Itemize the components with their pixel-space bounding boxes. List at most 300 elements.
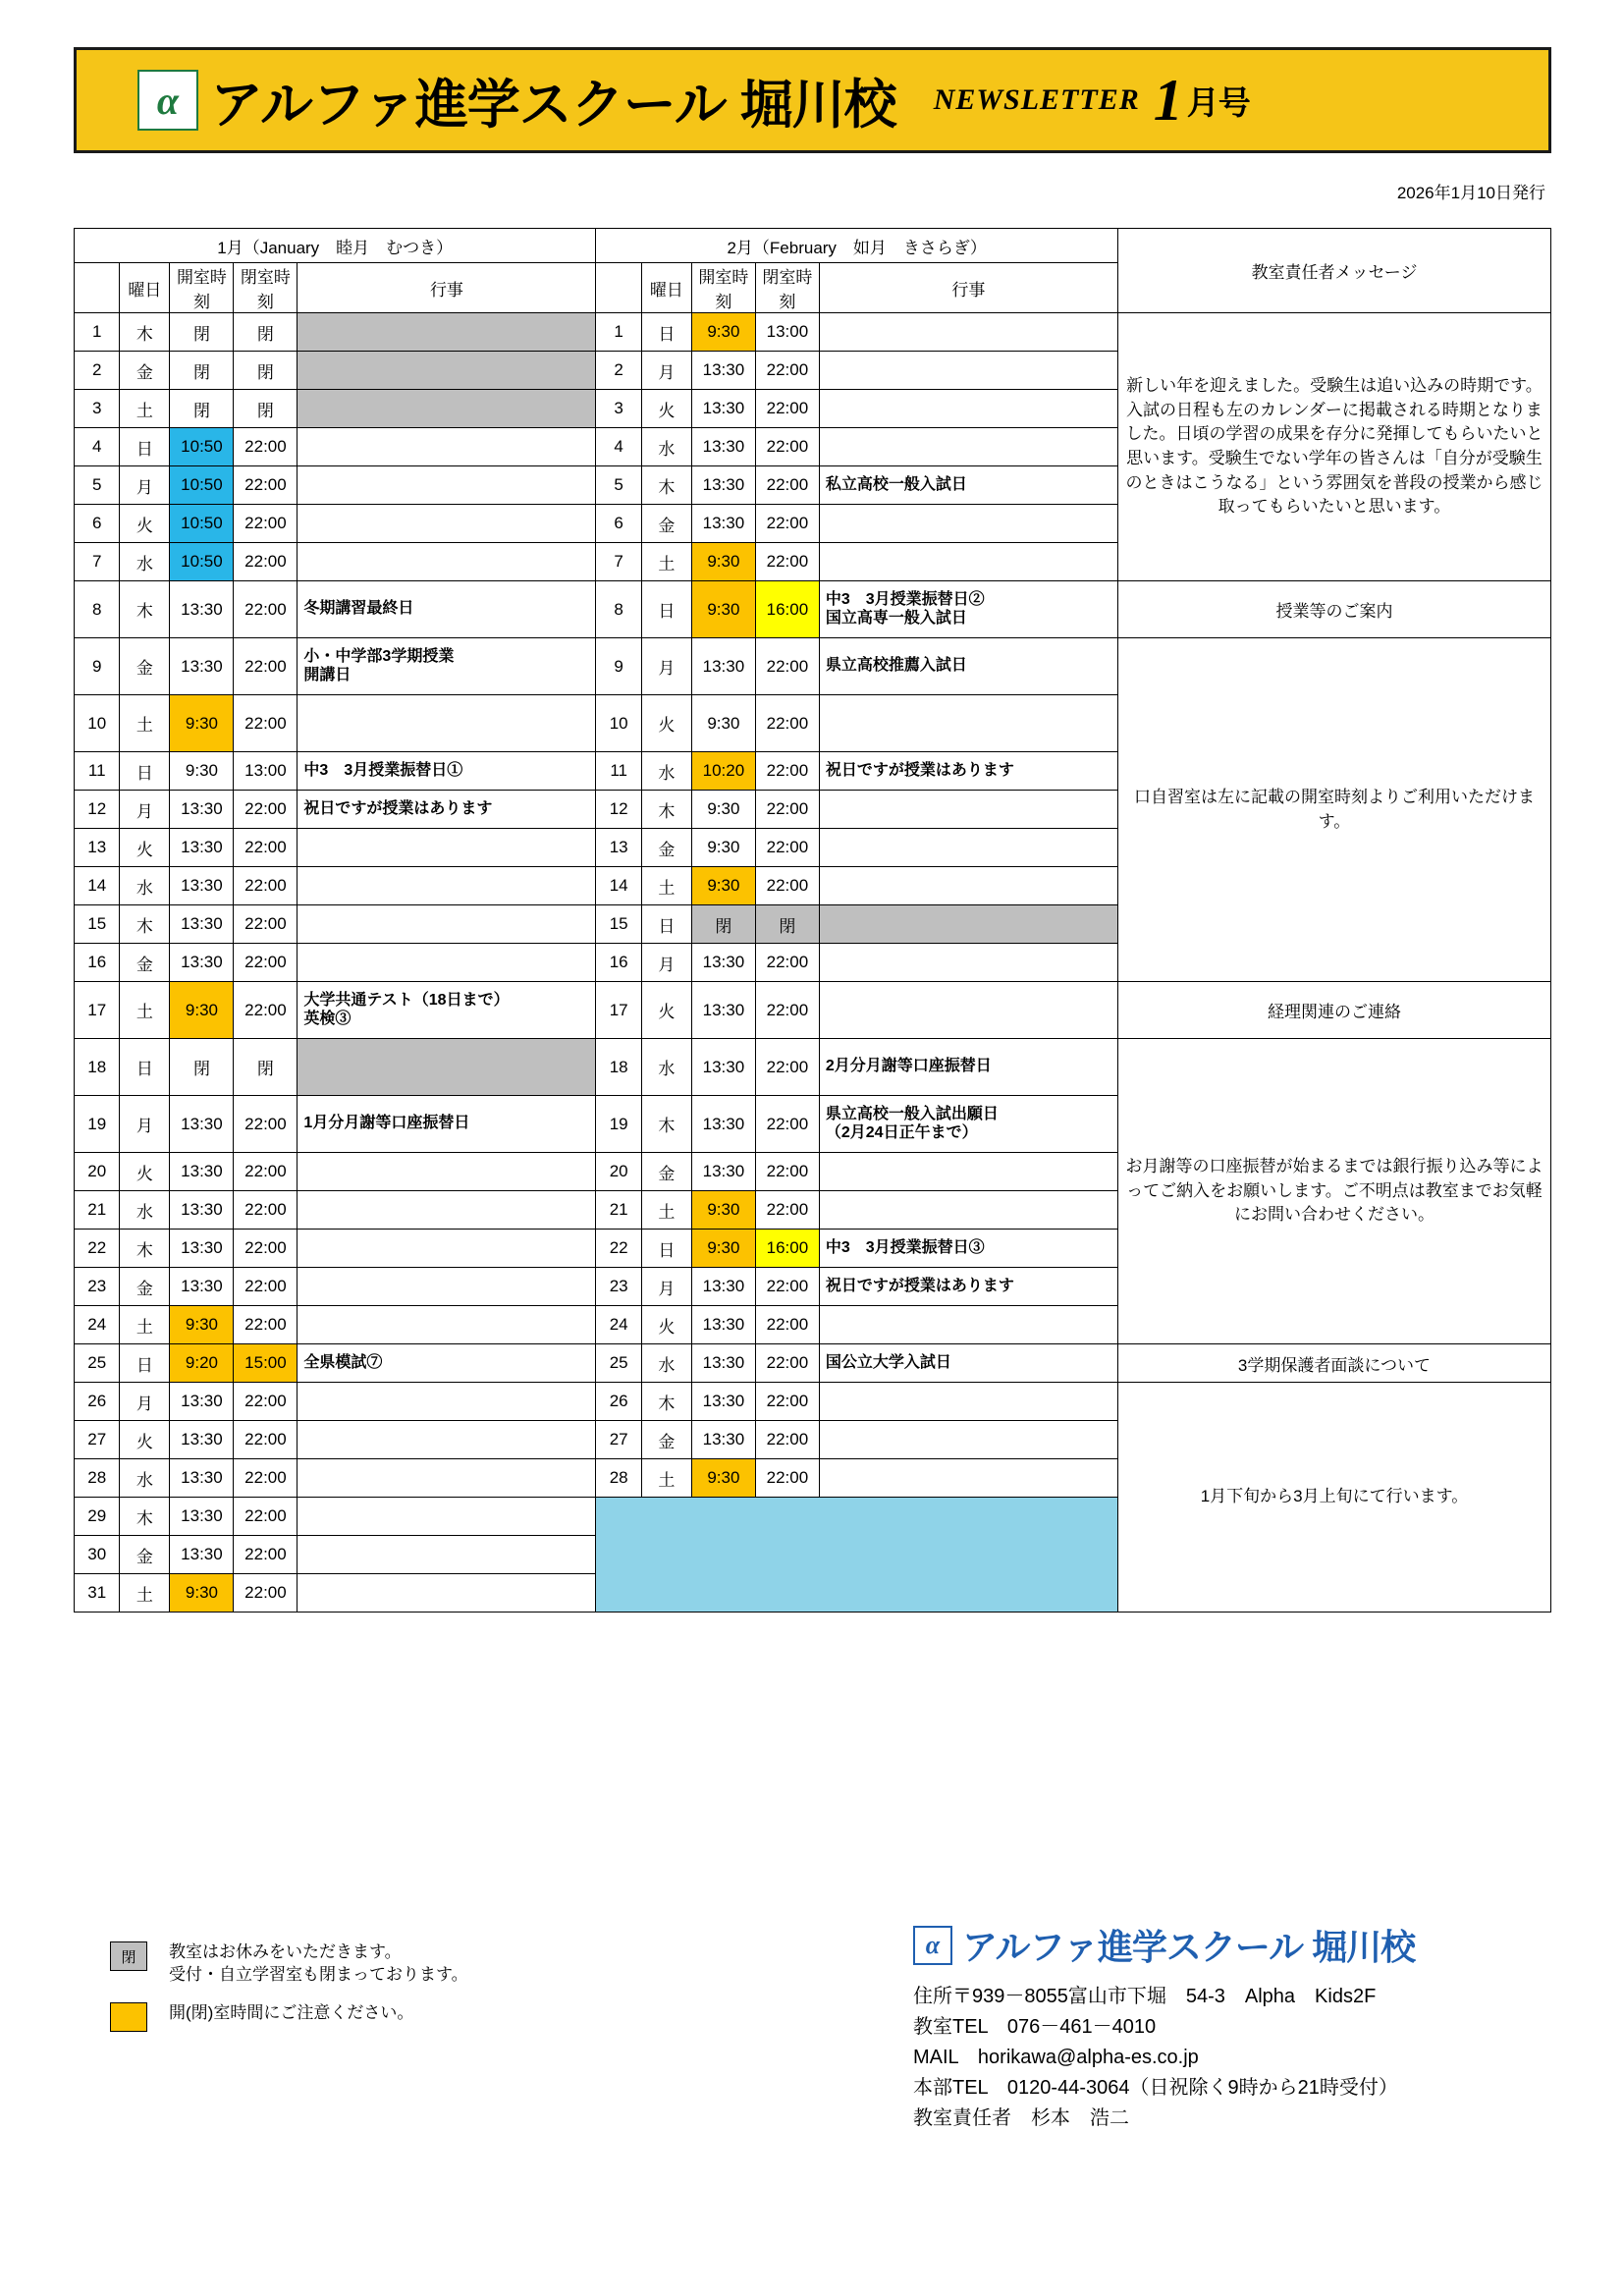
jan-close-time: 22:00 bbox=[234, 791, 298, 829]
footer-tel: 教室TEL 076－461－4010 bbox=[913, 2016, 1157, 2038]
jan-day-of-week: 土 bbox=[120, 982, 170, 1039]
feb-open-time: 13:30 bbox=[691, 352, 755, 390]
feb-open-time: 13:30 bbox=[691, 466, 755, 505]
jan-event: 冬期講習最終日 bbox=[298, 581, 596, 638]
feb-open-time: 9:30 bbox=[691, 1191, 755, 1230]
feb-event bbox=[819, 867, 1117, 905]
feb-open-time: 13:30 bbox=[691, 638, 755, 695]
feb-close-time: 22:00 bbox=[755, 352, 819, 390]
jan-event bbox=[298, 505, 596, 543]
feb-close-time: 22:00 bbox=[755, 466, 819, 505]
col-head-open-1: 開室時刻 bbox=[170, 263, 234, 313]
jan-open-time: 13:30 bbox=[170, 829, 234, 867]
feb-open-time: 9:30 bbox=[691, 695, 755, 752]
feb-day-number: 25 bbox=[596, 1344, 641, 1383]
feb-day-number: 15 bbox=[596, 905, 641, 944]
feb-day-of-week: 火 bbox=[641, 695, 691, 752]
jan-close-time: 22:00 bbox=[234, 1459, 298, 1498]
jan-day-number: 17 bbox=[75, 982, 120, 1039]
jan-day-number: 8 bbox=[75, 581, 120, 638]
feb-close-time: 22:00 bbox=[755, 1421, 819, 1459]
feb-day-number: 28 bbox=[596, 1459, 641, 1498]
feb-event bbox=[819, 543, 1117, 581]
footer-school-name: アルファ進学スクール 堀川校 bbox=[962, 1927, 1416, 1967]
feb-open-time: 9:30 bbox=[691, 829, 755, 867]
feb-day-of-week: 水 bbox=[641, 752, 691, 791]
jan-open-time: 閉 bbox=[170, 1039, 234, 1096]
jan-event bbox=[298, 1191, 596, 1230]
jan-open-time: 9:30 bbox=[170, 1306, 234, 1344]
jan-day-number: 1 bbox=[75, 313, 120, 352]
jan-day-number: 15 bbox=[75, 905, 120, 944]
jan-event bbox=[298, 944, 596, 982]
month2-title: 2月（February 如月 きさらぎ） bbox=[596, 229, 1117, 263]
col-head-close-2: 閉室時刻 bbox=[755, 263, 819, 313]
feb-day-number: 8 bbox=[596, 581, 641, 638]
feb-close-time: 22:00 bbox=[755, 428, 819, 466]
jan-close-time: 22:00 bbox=[234, 466, 298, 505]
jan-event bbox=[298, 829, 596, 867]
jan-open-time: 10:50 bbox=[170, 505, 234, 543]
lesson-info-body: 口自習室は左に記載の開室時刻よりご利用いただけます。 bbox=[1117, 638, 1550, 982]
jan-day-number: 2 bbox=[75, 352, 120, 390]
jan-day-number: 13 bbox=[75, 829, 120, 867]
feb-event bbox=[819, 1459, 1117, 1498]
jan-event bbox=[298, 352, 596, 390]
feb-open-time: 13:30 bbox=[691, 1383, 755, 1421]
jan-day-of-week: 月 bbox=[120, 466, 170, 505]
issue-number: 1 bbox=[1153, 67, 1183, 133]
jan-event: 1月分月謝等口座振替日 bbox=[298, 1096, 596, 1153]
col-head-dow-1: 曜日 bbox=[120, 263, 170, 313]
jan-day-of-week: 金 bbox=[120, 1268, 170, 1306]
jan-event bbox=[298, 543, 596, 581]
feb-day-of-week: 金 bbox=[641, 505, 691, 543]
feb-event bbox=[819, 1383, 1117, 1421]
jan-event bbox=[298, 1459, 596, 1498]
jan-close-time: 15:00 bbox=[234, 1344, 298, 1383]
jan-event bbox=[298, 1268, 596, 1306]
jan-event: 全県模試⑦ bbox=[298, 1344, 596, 1383]
feb-event: 2月分月謝等口座振替日 bbox=[819, 1039, 1117, 1096]
jan-day-of-week: 木 bbox=[120, 1498, 170, 1536]
jan-close-time: 22:00 bbox=[234, 1268, 298, 1306]
jan-close-time: 22:00 bbox=[234, 1096, 298, 1153]
feb-day-of-week: 日 bbox=[641, 1230, 691, 1268]
jan-event bbox=[298, 1536, 596, 1574]
feb-day-number: 1 bbox=[596, 313, 641, 352]
jan-event bbox=[298, 390, 596, 428]
jan-close-time: 22:00 bbox=[234, 944, 298, 982]
feb-close-time: 13:00 bbox=[755, 313, 819, 352]
jan-day-of-week: 土 bbox=[120, 1306, 170, 1344]
newsletter-label: NEWSLETTER bbox=[933, 83, 1140, 116]
feb-day-number: 21 bbox=[596, 1191, 641, 1230]
feb-event: 中3 3月授業振替日② 国立高専一般入試日 bbox=[819, 581, 1117, 638]
feb-day-number: 5 bbox=[596, 466, 641, 505]
feb-day-number: 7 bbox=[596, 543, 641, 581]
legend bbox=[110, 1941, 660, 2048]
jan-event bbox=[298, 1383, 596, 1421]
manager-message-title: 教室責任者メッセージ bbox=[1117, 229, 1550, 313]
feb-open-time: 9:30 bbox=[691, 313, 755, 352]
jan-open-time: 13:30 bbox=[170, 867, 234, 905]
manager-message-body: 新しい年を迎えました。受験生は追い込みの時期です。入試の日程も左のカレンダーに掲載される時期となりました。日頃の学習の成果を存分に発揮してもらいたいと思います。受験生でない学年の皆さんは「自分が受験生のときはこうなる」という雰囲気を普段の授業から感じ取ってもらいたいと思います。 bbox=[1117, 313, 1550, 581]
feb-empty-block bbox=[596, 1498, 1117, 1613]
feb-close-time: 22:00 bbox=[755, 1344, 819, 1383]
jan-close-time: 閉 bbox=[234, 352, 298, 390]
feb-open-time: 13:30 bbox=[691, 944, 755, 982]
jan-day-number: 25 bbox=[75, 1344, 120, 1383]
feb-open-time: 9:30 bbox=[691, 791, 755, 829]
feb-day-of-week: 土 bbox=[641, 1459, 691, 1498]
jan-day-of-week: 火 bbox=[120, 1153, 170, 1191]
feb-open-time: 13:30 bbox=[691, 1306, 755, 1344]
feb-event bbox=[819, 695, 1117, 752]
col-head-open-2: 開室時刻 bbox=[691, 263, 755, 313]
jan-close-time: 22:00 bbox=[234, 428, 298, 466]
legend-special-icon bbox=[110, 2002, 147, 2032]
feb-day-number: 11 bbox=[596, 752, 641, 791]
feb-day-of-week: 火 bbox=[641, 982, 691, 1039]
feb-event bbox=[819, 313, 1117, 352]
feb-day-of-week: 土 bbox=[641, 1191, 691, 1230]
jan-open-time: 13:30 bbox=[170, 1498, 234, 1536]
month1-title: 1月（January 睦月 むつき） bbox=[75, 229, 596, 263]
jan-event: 大学共通テスト（18日まで） 英検③ bbox=[298, 982, 596, 1039]
jan-open-time: 13:30 bbox=[170, 638, 234, 695]
legend-closed-text: 教室はお休みをいただきます。 受付・自立学習室も閉まっております。 bbox=[169, 1942, 468, 1984]
feb-event: 中3 3月授業振替日③ bbox=[819, 1230, 1117, 1268]
jan-close-time: 13:00 bbox=[234, 752, 298, 791]
feb-day-number: 22 bbox=[596, 1230, 641, 1268]
jan-day-of-week: 水 bbox=[120, 867, 170, 905]
jan-open-time: 10:50 bbox=[170, 543, 234, 581]
feb-close-time: 22:00 bbox=[755, 982, 819, 1039]
feb-day-number: 14 bbox=[596, 867, 641, 905]
feb-close-time: 22:00 bbox=[755, 543, 819, 581]
feb-close-time: 22:00 bbox=[755, 695, 819, 752]
feb-day-of-week: 日 bbox=[641, 581, 691, 638]
lesson-info-title: 授業等のご案内 bbox=[1117, 581, 1550, 638]
jan-open-time: 10:50 bbox=[170, 428, 234, 466]
jan-event bbox=[298, 905, 596, 944]
feb-event: 県立高校一般入試出願日 （2月24日正午まで） bbox=[819, 1096, 1117, 1153]
jan-close-time: 22:00 bbox=[234, 1191, 298, 1230]
jan-day-of-week: 木 bbox=[120, 581, 170, 638]
feb-event bbox=[819, 352, 1117, 390]
jan-day-of-week: 水 bbox=[120, 1191, 170, 1230]
jan-open-time: 9:30 bbox=[170, 1574, 234, 1613]
feb-open-time: 10:20 bbox=[691, 752, 755, 791]
feb-day-of-week: 土 bbox=[641, 543, 691, 581]
feb-close-time: 22:00 bbox=[755, 390, 819, 428]
jan-close-time: 閉 bbox=[234, 390, 298, 428]
footer-head-tel: 本部TEL 0120-44-3064（日祝除く9時から21時受付） bbox=[913, 2077, 1398, 2099]
feb-day-number: 24 bbox=[596, 1306, 641, 1344]
jan-day-of-week: 日 bbox=[120, 1039, 170, 1096]
feb-open-time: 13:30 bbox=[691, 390, 755, 428]
jan-day-of-week: 日 bbox=[120, 428, 170, 466]
feb-event bbox=[819, 791, 1117, 829]
feb-event bbox=[819, 1421, 1117, 1459]
jan-open-time: 閉 bbox=[170, 313, 234, 352]
feb-day-number: 16 bbox=[596, 944, 641, 982]
feb-close-time: 22:00 bbox=[755, 638, 819, 695]
alpha-logo-icon: α bbox=[137, 70, 198, 131]
publish-date: 2026年1月10日発行 bbox=[1396, 184, 1545, 202]
jan-day-of-week: 火 bbox=[120, 505, 170, 543]
feb-day-of-week: 水 bbox=[641, 428, 691, 466]
jan-day-number: 22 bbox=[75, 1230, 120, 1268]
jan-close-time: 22:00 bbox=[234, 1153, 298, 1191]
feb-day-of-week: 火 bbox=[641, 390, 691, 428]
feb-open-time: 閉 bbox=[691, 905, 755, 944]
feb-event bbox=[819, 944, 1117, 982]
jan-day-of-week: 金 bbox=[120, 638, 170, 695]
feb-open-time: 9:30 bbox=[691, 1459, 755, 1498]
jan-close-time: 閉 bbox=[234, 1039, 298, 1096]
feb-open-time: 9:30 bbox=[691, 867, 755, 905]
feb-event bbox=[819, 982, 1117, 1039]
legend-special-text: 開(閉)室時間にご注意ください。 bbox=[169, 2002, 414, 2022]
feb-day-of-week: 水 bbox=[641, 1344, 691, 1383]
jan-day-of-week: 土 bbox=[120, 1574, 170, 1613]
jan-event bbox=[298, 1306, 596, 1344]
feb-open-time: 13:30 bbox=[691, 505, 755, 543]
feb-day-of-week: 木 bbox=[641, 791, 691, 829]
feb-open-time: 9:30 bbox=[691, 1230, 755, 1268]
jan-open-time: 9:30 bbox=[170, 982, 234, 1039]
feb-close-time: 22:00 bbox=[755, 1383, 819, 1421]
feb-day-number: 2 bbox=[596, 352, 641, 390]
feb-day-of-week: 日 bbox=[641, 313, 691, 352]
feb-day-of-week: 日 bbox=[641, 905, 691, 944]
feb-close-time: 22:00 bbox=[755, 752, 819, 791]
jan-event bbox=[298, 1498, 596, 1536]
col-head-day-2 bbox=[596, 263, 641, 313]
feb-close-time: 16:00 bbox=[755, 581, 819, 638]
jan-open-time: 閉 bbox=[170, 352, 234, 390]
feb-open-time: 13:30 bbox=[691, 428, 755, 466]
jan-event bbox=[298, 695, 596, 752]
jan-event bbox=[298, 313, 596, 352]
feb-day-number: 27 bbox=[596, 1421, 641, 1459]
feb-close-time: 22:00 bbox=[755, 1459, 819, 1498]
jan-day-number: 19 bbox=[75, 1096, 120, 1153]
jan-day-number: 24 bbox=[75, 1306, 120, 1344]
legend-closed-icon: 閉 bbox=[110, 1941, 147, 1971]
jan-close-time: 22:00 bbox=[234, 695, 298, 752]
jan-open-time: 13:30 bbox=[170, 1191, 234, 1230]
jan-event bbox=[298, 867, 596, 905]
legend-item-closed bbox=[110, 1941, 660, 1987]
jan-day-number: 4 bbox=[75, 428, 120, 466]
jan-open-time: 10:50 bbox=[170, 466, 234, 505]
jan-day-number: 5 bbox=[75, 466, 120, 505]
jan-open-time: 13:30 bbox=[170, 1096, 234, 1153]
feb-event bbox=[819, 428, 1117, 466]
jan-day-number: 26 bbox=[75, 1383, 120, 1421]
feb-close-time: 22:00 bbox=[755, 867, 819, 905]
jan-event bbox=[298, 466, 596, 505]
jan-day-number: 6 bbox=[75, 505, 120, 543]
jan-open-time: 13:30 bbox=[170, 1153, 234, 1191]
feb-open-time: 13:30 bbox=[691, 1039, 755, 1096]
jan-open-time: 9:30 bbox=[170, 695, 234, 752]
jan-day-of-week: 月 bbox=[120, 1383, 170, 1421]
jan-open-time: 9:20 bbox=[170, 1344, 234, 1383]
jan-event bbox=[298, 1153, 596, 1191]
feb-day-of-week: 金 bbox=[641, 829, 691, 867]
feb-day-of-week: 土 bbox=[641, 867, 691, 905]
feb-day-of-week: 月 bbox=[641, 944, 691, 982]
feb-close-time: 16:00 bbox=[755, 1230, 819, 1268]
jan-open-time: 閉 bbox=[170, 390, 234, 428]
feb-day-of-week: 水 bbox=[641, 1039, 691, 1096]
jan-open-time: 13:30 bbox=[170, 1421, 234, 1459]
footer bbox=[913, 1920, 1561, 2134]
feb-open-time: 13:30 bbox=[691, 982, 755, 1039]
feb-open-time: 9:30 bbox=[691, 581, 755, 638]
feb-close-time: 22:00 bbox=[755, 1039, 819, 1096]
jan-close-time: 22:00 bbox=[234, 581, 298, 638]
col-head-event-2: 行事 bbox=[819, 263, 1117, 313]
feb-open-time: 13:30 bbox=[691, 1344, 755, 1383]
feb-day-number: 13 bbox=[596, 829, 641, 867]
footer-contact bbox=[913, 1982, 1561, 2134]
accounting-body: お月謝等の口座振替が始まるまでは銀行振り込み等によってご納入をお願いします。ご不明点は教室までお気軽にお問い合わせください。 bbox=[1117, 1039, 1550, 1344]
jan-day-number: 20 bbox=[75, 1153, 120, 1191]
jan-day-of-week: 金 bbox=[120, 944, 170, 982]
jan-day-number: 14 bbox=[75, 867, 120, 905]
col-head-dow-2: 曜日 bbox=[641, 263, 691, 313]
feb-open-time: 13:30 bbox=[691, 1421, 755, 1459]
jan-close-time: 22:00 bbox=[234, 1574, 298, 1613]
jan-close-time: 22:00 bbox=[234, 1536, 298, 1574]
jan-day-number: 9 bbox=[75, 638, 120, 695]
feb-event: 国公立大学入試日 bbox=[819, 1344, 1117, 1383]
jan-day-of-week: 月 bbox=[120, 791, 170, 829]
jan-day-of-week: 水 bbox=[120, 543, 170, 581]
legend-item-special bbox=[110, 2002, 660, 2032]
jan-day-of-week: 月 bbox=[120, 1096, 170, 1153]
jan-day-number: 18 bbox=[75, 1039, 120, 1096]
feb-day-of-week: 金 bbox=[641, 1421, 691, 1459]
jan-close-time: 22:00 bbox=[234, 1306, 298, 1344]
feb-day-number: 12 bbox=[596, 791, 641, 829]
jan-open-time: 13:30 bbox=[170, 905, 234, 944]
jan-open-time: 13:30 bbox=[170, 1268, 234, 1306]
feb-day-of-week: 月 bbox=[641, 1268, 691, 1306]
feb-day-number: 19 bbox=[596, 1096, 641, 1153]
jan-day-of-week: 水 bbox=[120, 1459, 170, 1498]
col-head-event-1: 行事 bbox=[298, 263, 596, 313]
jan-open-time: 9:30 bbox=[170, 752, 234, 791]
jan-close-time: 22:00 bbox=[234, 1383, 298, 1421]
feb-event bbox=[819, 829, 1117, 867]
accounting-title: 経理関連のご連絡 bbox=[1117, 982, 1550, 1039]
feb-open-time: 13:30 bbox=[691, 1096, 755, 1153]
header-banner bbox=[74, 47, 1551, 153]
jan-day-number: 21 bbox=[75, 1191, 120, 1230]
jan-close-time: 22:00 bbox=[234, 543, 298, 581]
feb-day-number: 6 bbox=[596, 505, 641, 543]
jan-day-number: 11 bbox=[75, 752, 120, 791]
feb-event bbox=[819, 1191, 1117, 1230]
jan-close-time: 22:00 bbox=[234, 1498, 298, 1536]
jan-close-time: 22:00 bbox=[234, 1230, 298, 1268]
feb-day-number: 10 bbox=[596, 695, 641, 752]
jan-day-number: 30 bbox=[75, 1536, 120, 1574]
jan-close-time: 22:00 bbox=[234, 982, 298, 1039]
feb-event: 私立高校一般入試日 bbox=[819, 466, 1117, 505]
feb-day-number: 26 bbox=[596, 1383, 641, 1421]
feb-event bbox=[819, 1306, 1117, 1344]
jan-day-of-week: 土 bbox=[120, 390, 170, 428]
feb-event: 祝日ですが授業はあります bbox=[819, 1268, 1117, 1306]
jan-day-of-week: 木 bbox=[120, 1230, 170, 1268]
footer-logo bbox=[913, 1920, 1561, 1970]
jan-day-of-week: 木 bbox=[120, 905, 170, 944]
jan-open-time: 13:30 bbox=[170, 1383, 234, 1421]
feb-event: 祝日ですが授業はあります bbox=[819, 752, 1117, 791]
calendar-table bbox=[74, 228, 1551, 1613]
jan-close-time: 22:00 bbox=[234, 905, 298, 944]
jan-close-time: 22:00 bbox=[234, 505, 298, 543]
feb-close-time: 22:00 bbox=[755, 1268, 819, 1306]
jan-event: 小・中学部3学期授業 開講日 bbox=[298, 638, 596, 695]
feb-open-time: 9:30 bbox=[691, 543, 755, 581]
jan-day-number: 7 bbox=[75, 543, 120, 581]
jan-day-number: 29 bbox=[75, 1498, 120, 1536]
feb-day-number: 3 bbox=[596, 390, 641, 428]
jan-close-time: 22:00 bbox=[234, 829, 298, 867]
jan-close-time: 22:00 bbox=[234, 867, 298, 905]
jan-event bbox=[298, 1421, 596, 1459]
footer-mail: MAIL horikawa@alpha-es.co.jp bbox=[913, 2047, 1199, 2068]
jan-close-time: 22:00 bbox=[234, 638, 298, 695]
feb-day-of-week: 月 bbox=[641, 638, 691, 695]
jan-day-number: 12 bbox=[75, 791, 120, 829]
feb-open-time: 13:30 bbox=[691, 1268, 755, 1306]
jan-day-number: 28 bbox=[75, 1459, 120, 1498]
feb-day-number: 20 bbox=[596, 1153, 641, 1191]
feb-event: 県立高校推薦入試日 bbox=[819, 638, 1117, 695]
feb-day-number: 23 bbox=[596, 1268, 641, 1306]
jan-day-number: 10 bbox=[75, 695, 120, 752]
jan-event: 中3 3月授業振替日① bbox=[298, 752, 596, 791]
feb-open-time: 13:30 bbox=[691, 1153, 755, 1191]
jan-day-of-week: 木 bbox=[120, 313, 170, 352]
jan-day-number: 27 bbox=[75, 1421, 120, 1459]
feb-day-of-week: 月 bbox=[641, 352, 691, 390]
col-head-close-1: 閉室時刻 bbox=[234, 263, 298, 313]
feb-day-number: 9 bbox=[596, 638, 641, 695]
footer-address: 住所〒939－8055富山市下堀 54-3 Alpha Kids2F bbox=[913, 1986, 1377, 2007]
feb-close-time: 22:00 bbox=[755, 1191, 819, 1230]
jan-day-of-week: 日 bbox=[120, 752, 170, 791]
jan-open-time: 13:30 bbox=[170, 944, 234, 982]
jan-event bbox=[298, 1574, 596, 1613]
issue-suffix: 月号 bbox=[1186, 83, 1250, 121]
jan-open-time: 13:30 bbox=[170, 581, 234, 638]
feb-day-of-week: 木 bbox=[641, 1096, 691, 1153]
footer-manager: 教室責任者 杉本 浩二 bbox=[913, 2107, 1129, 2129]
jan-day-of-week: 火 bbox=[120, 829, 170, 867]
feb-event bbox=[819, 1153, 1117, 1191]
feb-day-of-week: 火 bbox=[641, 1306, 691, 1344]
